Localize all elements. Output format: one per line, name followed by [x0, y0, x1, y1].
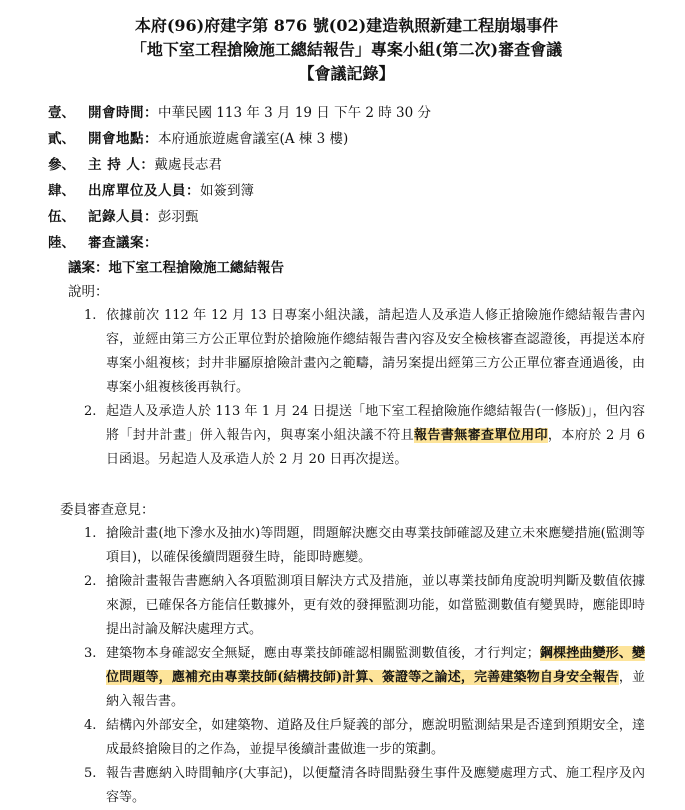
motion-title: 議案：地下室工程搶險施工總結報告: [68, 260, 284, 276]
item-text-pre: 建築物本身確認安全無疑，應由專業技師確認相關監測數值後，才行判定；: [106, 646, 540, 661]
meta-number: 貳、: [48, 131, 75, 147]
meta-value: 本府通旅遊處會議室(A 棟 3 樓): [158, 131, 349, 147]
meeting-info: [48, 100, 645, 256]
list-item: [84, 400, 645, 472]
list-item: [84, 762, 645, 810]
meta-row-recorder: [48, 204, 645, 230]
committee-heading: 委員審查意見：: [60, 502, 155, 518]
meta-number: 伍、: [48, 209, 75, 225]
item-number: 5.: [84, 766, 97, 781]
item-number: 4.: [84, 718, 97, 733]
document-title: [48, 14, 645, 86]
meta-number: 肆、: [48, 183, 75, 199]
list-item: [84, 570, 645, 642]
item-text: 結構內外部安全，如建築物、道路及住戶疑義的部分，應說明監測結果是否達到預期安全，達成最終搶險目的之作為，並提早後續計畫做進一步的策劃。: [106, 718, 645, 757]
section-spacer: [48, 472, 645, 492]
meta-value: 彭羽甄: [158, 209, 199, 225]
meta-value: 戴處長志君: [154, 157, 222, 173]
item-text-post: ，本府於 2 月 6 日函退。另起造人及承造人於 2 月 20 日再次提送。: [106, 428, 645, 467]
meta-row-attendees: [48, 178, 645, 204]
highlighted-text: 報告書無審查單位用印: [414, 428, 548, 443]
meta-value: 如簽到簿: [200, 183, 254, 199]
item-text: 搶險計畫(地下滲水及抽水)等問題，問題解決應交由專業技師確認及建立未來應變措施(監測等項目)，以確保後續問題發生時，能即時應變。: [106, 526, 645, 565]
meta-label: 主 持 人：: [88, 157, 155, 173]
item-text-pre: 起造人及承造人於 113 年 1 月 24 日提送「地下室工程搶險施作總結報告(一修版)」，但內容將「封井計畫」併入報告內，與專案小組決議不符且: [106, 404, 645, 443]
item-text: [106, 400, 645, 472]
explanation-list: [48, 304, 645, 472]
meta-number: 參、: [48, 157, 75, 173]
title-line-1: 本府(96)府建字第 876 號(02)建造執照新建工程崩塌事件: [134, 16, 559, 35]
item-text: 依據前次 112 年 12 月 13 日專案小組決議，請起造人及承造人修正搶險施作總結報告書內容，並經由第三方公正單位對於搶險施作總結報告書內容及安全檢核審查認證後，再提送本府專案小組複核；封井非屬原搶險計畫內之範疇，請另案提出經第三方公正單位審查通過後，由專案小組複核後再執行。: [106, 308, 645, 395]
item-number: 2.: [84, 404, 97, 419]
title-line-2: 「地下室工程搶險施工總結報告」專案小組(第二次)審查會議: [130, 40, 563, 59]
item-text: [106, 642, 645, 714]
meta-row-chair: [48, 152, 645, 178]
item-number: 3.: [84, 646, 97, 661]
list-item: [84, 522, 645, 570]
meta-label: 記錄人員：: [88, 209, 158, 225]
title-line-3: 【會議記錄】: [298, 64, 395, 83]
meta-row-agenda: [48, 230, 645, 256]
committee-list: [48, 522, 645, 810]
item-text: 搶險計畫報告書應納入各項監測項目解決方式及措施，並以專業技師角度說明判斷及數值依據來源，已確保各方能信任數據外，更有效的發揮監測功能，如當監測數值有變異時，應能即時提出討論及解決處理方式。: [106, 574, 645, 637]
meta-label: 審查議案：: [88, 235, 158, 251]
item-number: 1.: [84, 308, 97, 323]
item-text-post: ，並納入報告書。: [106, 670, 645, 709]
meta-number: 陸、: [48, 235, 75, 251]
meta-number: 壹、: [48, 105, 75, 121]
item-number: 1.: [84, 526, 97, 541]
meta-label: 開會時間：: [88, 105, 158, 121]
meta-value: 中華民國 113 年 3 月 19 日 下午 2 時 30 分: [158, 105, 432, 121]
highlighted-text: 鋼棵挫曲變形、變位問題等，應補充由專業技師(結構技師)計算、簽證等之論述，完善建築物自身安全報告: [106, 646, 645, 685]
meta-row-place: [48, 126, 645, 152]
meta-label: 出席單位及人員：: [88, 183, 200, 199]
list-item: [84, 714, 645, 762]
list-item: [84, 642, 645, 714]
meta-label: 開會地點：: [88, 131, 158, 147]
meta-row-time: [48, 100, 645, 126]
list-item: [84, 304, 645, 400]
item-number: 2.: [84, 574, 97, 589]
item-text: 報告書應納入時間軸序(大事記)，以便釐清各時間點發生事件及應變處理方式、施工程序及內容等。: [106, 766, 645, 805]
explanation-heading: 說明：: [68, 284, 109, 300]
